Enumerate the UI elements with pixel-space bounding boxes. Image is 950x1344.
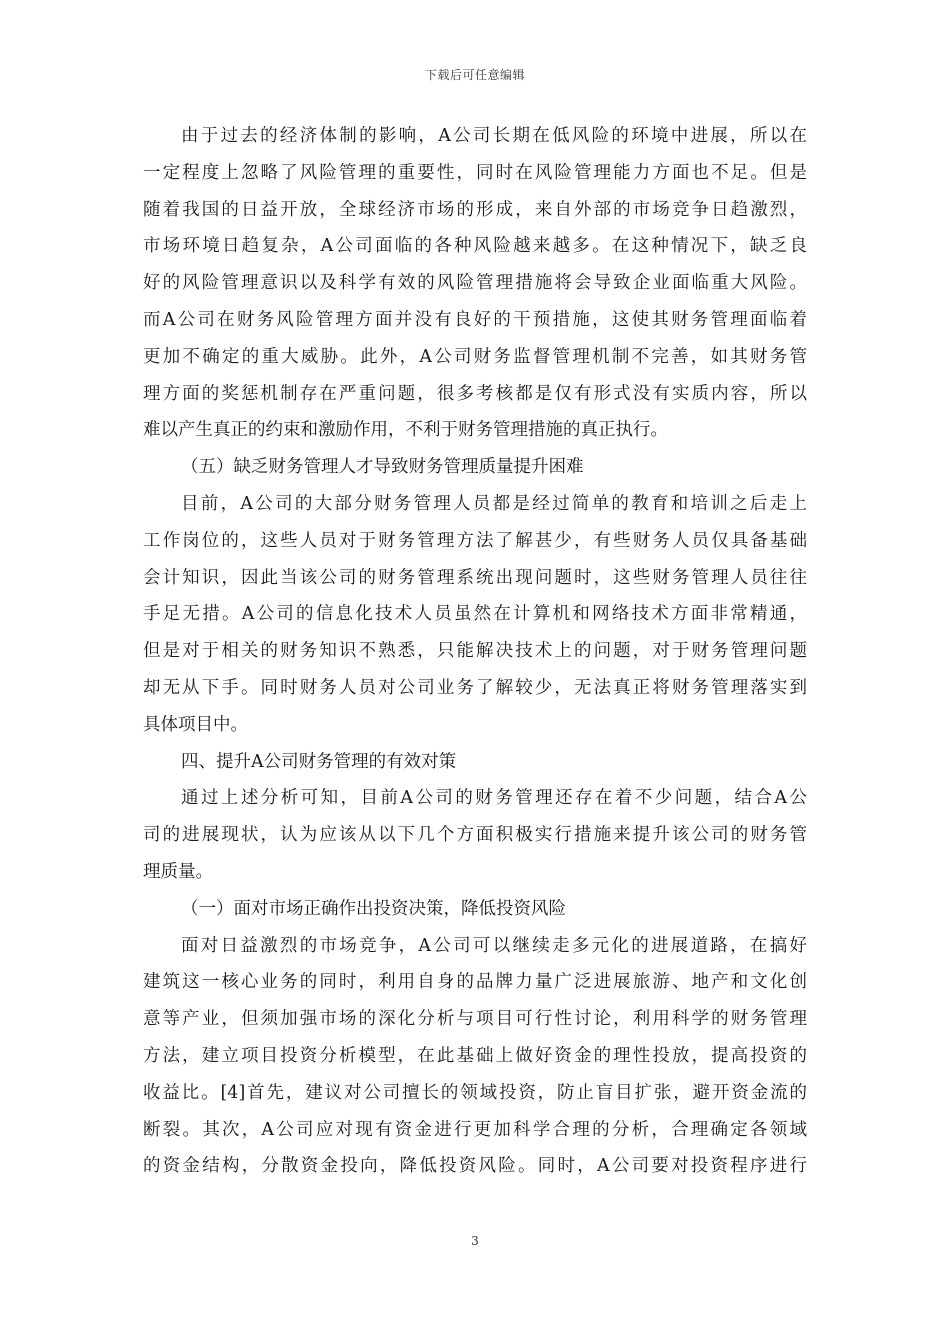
text-line: 工作岗位的，这些人员对于财务管理方法了解甚少，有些财务人员仅具备基础 — [143, 530, 807, 551]
text-line: 会计知识，因此当该公司的财务管理系统出现问题时，这些财务管理人员往往 — [143, 567, 807, 588]
text-line: 却无从下手。同时财务人员对公司业务了解较少，无法真正将财务管理落实到 — [143, 677, 807, 698]
text-line: 好的风险管理意识以及科学有效的风险管理措施将会导致企业面临重大风险。 — [143, 273, 807, 294]
text-line: 手足无措。A公司的信息化技术人员虽然在计算机和网络技术方面非常精通， — [143, 604, 807, 625]
page-header: 下载后可任意编辑 — [424, 68, 525, 82]
text-line: 随着我国的日益开放，全球经济市场的形成，来自外部的市场竞争日趋激烈， — [143, 199, 807, 220]
text-line: 理方面的奖惩机制存在严重问题，很多考核都是仅有形式没有实质内容，所以 — [143, 383, 807, 404]
text-line: 由于过去的经济体制的影响，A公司长期在低风险的环境中进展，所以在 — [181, 126, 807, 146]
text-line: 方法，建立项目投资分析模型，在此基础上做好资金的理性投放，提高投资的 — [143, 1045, 807, 1066]
text-line: （一）面对市场正确作出投资决策，降低投资风险 — [181, 898, 566, 919]
text-line: 具体项目中。 — [143, 714, 248, 735]
text-line: 理质量。 — [143, 861, 213, 882]
text-line: 意等产业，但须加强市场的深化分析与项目可行性讨论，利用科学的财务管理 — [143, 1009, 807, 1030]
page-number: 3 — [471, 1234, 479, 1248]
text-line: 收益比。[4]首先，建议对公司擅长的领域投资，防止盲目扩张，避开资金流的 — [143, 1082, 807, 1103]
text-line: 难以产生真正的约束和激励作用，不利于财务管理措施的真正执行。 — [143, 420, 668, 441]
text-line: 更加不确定的重大威胁。此外，A公司财务监督管理机制不完善，如其财务管 — [143, 346, 807, 367]
text-line: 面对日益激烈的市场竞争，A公司可以继续走多元化的进展道路，在搞好 — [181, 935, 807, 956]
text-line: 通过上述分析可知，目前A公司的财务管理还存在着不少问题，结合A公 — [181, 788, 807, 809]
text-line: 的资金结构，分散资金投向，降低投资风险。同时，A公司要对投资程序进行 — [143, 1156, 807, 1177]
text-line: 目前，A公司的大部分财务管理人员都是经过简单的教育和培训之后走上 — [181, 493, 807, 514]
text-line: 建筑这一核心业务的同时，利用自身的品牌力量广泛进展旅游、地产和文化创 — [143, 972, 807, 993]
text-line: 但是对于相关的财务知识不熟悉，只能解决技术上的问题，对于财务管理问题 — [143, 641, 807, 662]
text-line: 断裂。其次，A公司应对现有资金进行更加科学合理的分析，合理确定各领域 — [143, 1119, 807, 1140]
text-line: 市场环境日趋复杂，A公司面临的各种风险越来越多。在这种情况下，缺乏良 — [143, 236, 807, 257]
text-line: 而A公司在财务风险管理方面并没有良好的干预措施，这使其财务管理面临着 — [143, 309, 807, 330]
document-body — [143, 118, 807, 1185]
text-line: 司的进展现状，认为应该从以下几个方面积极实行措施来提升该公司的财务管 — [143, 825, 807, 846]
text-line: 四、提升A公司财务管理的有效对策 — [181, 751, 457, 772]
text-line: （五）缺乏财务管理人才导致财务管理质量提升困难 — [181, 457, 584, 478]
text-line: 一定程度上忽略了风险管理的重要性，同时在风险管理能力方面也不足。但是 — [143, 162, 807, 183]
